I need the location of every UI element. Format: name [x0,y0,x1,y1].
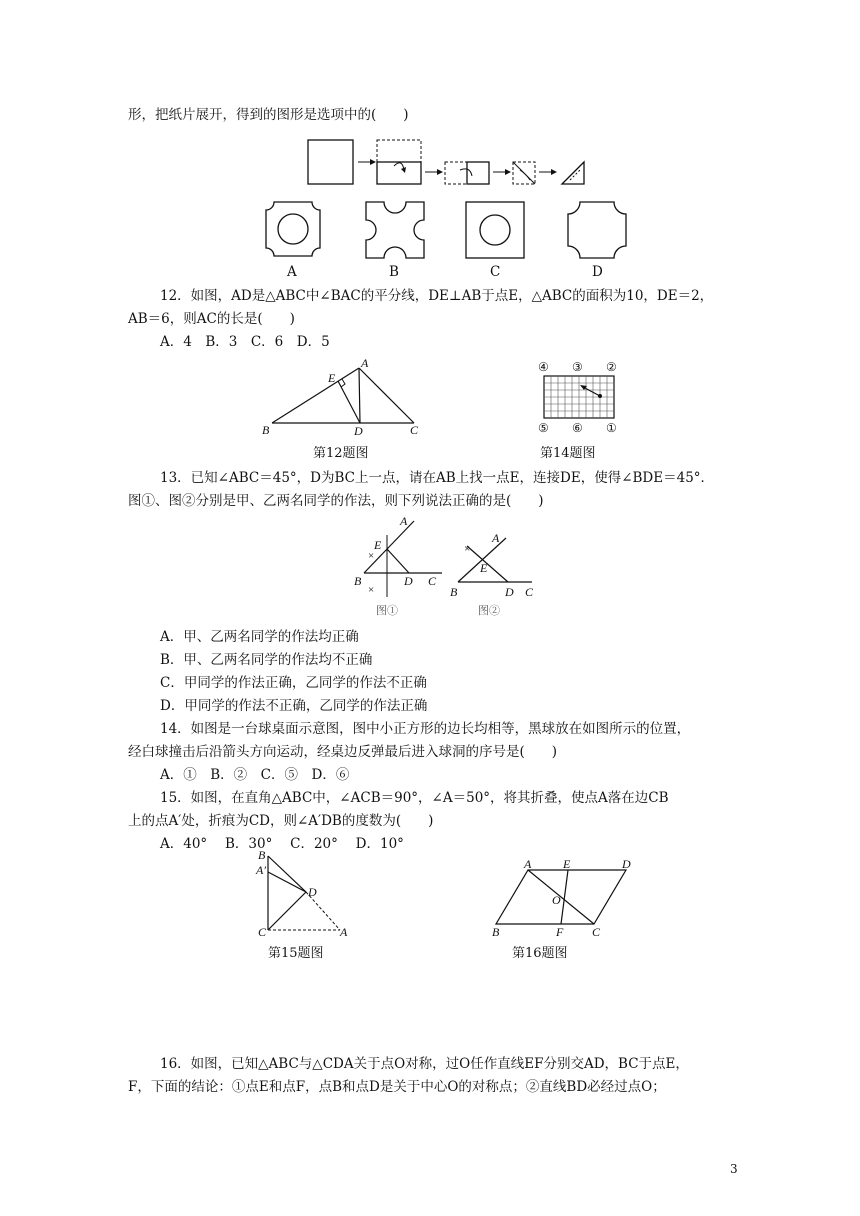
svg-text:D: D [505,585,514,599]
svg-text:C: C [428,574,437,588]
q12-line2: AB＝6，则AC的长是( ) [128,311,295,327]
figure-16 [490,856,640,940]
option-c-label: C [490,264,501,280]
figure-14 [536,358,632,438]
svg-text:A′: A′ [256,863,266,877]
q13-option-d: D．甲同学的作法不正确，乙同学的作法正确 [160,698,428,714]
q16-line2: F，下面的结论：①点E和点F，点B和点D是关于中心O的对称点；②直线BD必经过点O； [128,1079,666,1095]
svg-text:E: E [480,561,488,575]
option-b-label: B [389,264,399,280]
q13-option-b: B．甲、乙两名同学的作法均不正确 [160,652,373,668]
svg-text:×: × [368,550,375,562]
q11-tail-text: 形，把纸片展开，得到的图形是选项中的( ) [128,107,409,123]
option-d-label: D [592,264,603,280]
q14-line2: 经白球撞击后沿箭头方向运动，经桌边反弹最后进入球洞的序号是( ) [128,744,558,760]
svg-text:F: F [556,925,564,939]
figure-15-caption: 第15题图 [268,946,324,961]
svg-text:B: B [258,848,266,862]
option-a-shape [258,198,328,262]
figure-13-b-caption: 图② [478,604,500,617]
svg-text:D: D [622,857,631,871]
pocket-4: ④ [538,360,549,374]
svg-text:C: C [525,585,534,599]
svg-text:E: E [374,538,382,552]
svg-text:B: B [450,585,458,599]
svg-text:A: A [492,531,500,545]
fig12-label-e: E [328,371,336,385]
q12-line1: 12．如图，AD是△ABC中∠BAC的平分线，DE⊥AB于点E，△ABC的面积为10，DE＝2， [160,288,714,304]
option-b-shape [358,198,434,262]
pocket-2: ② [606,360,617,374]
figure-14-caption: 第14题图 [540,446,596,461]
q15-line1: 15．如图，在直角△ABC中，∠ACB＝90°，∠A＝50°，将其折叠，使点A落在边CB [160,790,669,806]
svg-text:×: × [464,543,471,555]
pocket-6: ⑥ [572,421,583,435]
q15-line2: 上的点A′处，折痕为CD，则∠A′DB的度数为( ) [128,813,434,829]
q13-option-c: C．甲同学的作法正确，乙同学的作法不正确 [160,675,427,691]
figure-13-a-caption: 图① [376,604,398,617]
q12-choices: A．4 B．3 C．6 D．5 [160,334,330,350]
figure-16-caption: 第16题图 [512,946,568,961]
option-c-shape [460,198,530,262]
option-a-label: A [287,264,297,280]
pocket-1: ① [606,421,617,435]
q13-option-a: A．甲、乙两名同学的作法均正确 [160,629,359,645]
pocket-3: ③ [572,360,583,374]
figure-12 [262,356,432,438]
option-d-shape [562,198,634,262]
pocket-5: ⑤ [538,421,549,435]
svg-text:D: D [308,885,317,899]
fig12-label-c: C [410,423,419,437]
q14-line1: 14．如图是一台球桌面示意图，图中小正方形的边长均相等，黑球放在如图所示的位置， [160,721,691,737]
figure-12-caption: 第12题图 [313,446,369,461]
svg-text:A: A [524,857,532,871]
fig12-label-d: D [354,424,363,438]
svg-text:C: C [258,925,267,939]
svg-text:E: E [563,857,571,871]
figure-13-a [352,515,448,605]
q13-line1: 13．已知∠ABC＝45°，D为BC上一点，请在AB上找一点E，连接DE，使得∠BDE＝45°． [160,470,715,486]
svg-text:B: B [492,925,500,939]
svg-text:×: × [368,584,375,596]
svg-text:C: C [592,925,601,939]
q13-line2: 图①、图②分别是甲、乙两名同学的作法，则下列说法正确的是( ) [128,493,544,509]
fold-sequence-figure [300,136,600,192]
svg-text:A: A [340,925,348,939]
q16-line1: 16．如图，已知△ABC与△CDA关于点O对称，过O任作直线EF分别交AD，BC于点E， [160,1056,689,1072]
fig12-label-a: A [361,356,369,370]
figure-15 [254,848,354,938]
fig12-label-b: B [262,423,270,437]
q14-choices: A．① B．② C．⑤ D．⑥ [160,767,350,783]
svg-text:B: B [354,574,362,588]
svg-text:A: A [400,514,408,528]
figure-13-b [450,531,546,604]
page-number: 3 [730,1162,738,1176]
svg-text:O: O [552,893,561,907]
svg-text:D: D [404,574,413,588]
q15-choices: A．40° B．30° C．20° D．10° [160,836,404,852]
